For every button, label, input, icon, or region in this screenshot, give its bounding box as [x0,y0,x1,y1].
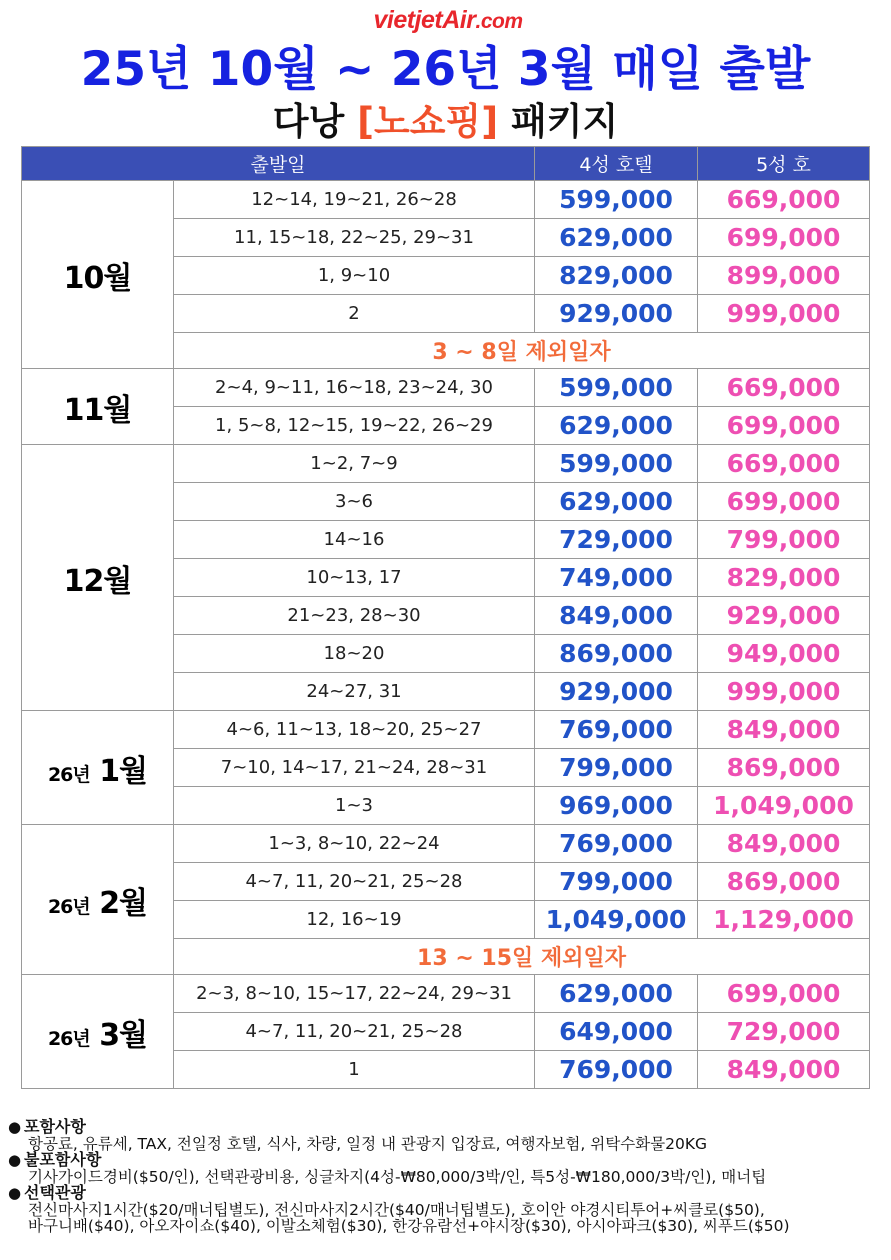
price-4star: 969,000 [535,787,698,825]
month-label: 2월 [99,885,148,921]
month-cell [22,825,174,975]
departure-dates: 21~23, 28~30 [174,597,535,635]
subheadline-prefix: 다낭 [272,100,358,143]
header-departure: 출발일 [22,147,535,181]
price-5star: 669,000 [698,369,870,407]
price-5star: 849,000 [698,1051,870,1089]
month-year: 26년 [47,763,90,786]
departure-dates: 1~3, 8~10, 22~24 [174,825,535,863]
departure-dates: 1, 9~10 [174,257,535,295]
table-row [22,711,870,749]
departure-dates: 11, 15~18, 22~25, 29~31 [174,219,535,257]
note-title: 선택관광 [24,1183,86,1202]
price-5star: 829,000 [698,559,870,597]
price-4star: 829,000 [535,257,698,295]
price-5star: 999,000 [698,673,870,711]
price-4star: 769,000 [535,1051,698,1089]
departure-dates: 2~3, 8~10, 15~17, 22~24, 29~31 [174,975,535,1013]
subheadline-highlight: [노쇼핑] [357,100,499,143]
bullet-icon: ● [8,1118,22,1136]
month-year: 26년 [47,1027,90,1050]
price-4star: 649,000 [535,1013,698,1051]
price-5star: 699,000 [698,483,870,521]
departure-dates: 1, 5~8, 12~15, 19~22, 26~29 [174,407,535,445]
table-row [22,825,870,863]
price-4star: 799,000 [535,863,698,901]
header-4star: 4성 호텔 [535,147,698,181]
price-4star: 869,000 [535,635,698,673]
month-label: 1월 [99,753,148,789]
price-4star: 769,000 [535,825,698,863]
note-text: 항공료, 유류세, TAX, 전일정 호텔, 식사, 차량, 일정 내 관광지 입장료, 여행자보험, 위탁수화물20KG [28,1134,708,1153]
excluded-dates-note: 13 ~ 15일 제외일자 [174,939,870,975]
month-label: 12월 [63,563,132,599]
note-title: 불포함사항 [24,1150,102,1169]
price-5star: 669,000 [698,181,870,219]
bullet-icon: ● [8,1184,22,1202]
bullet-icon: ● [8,1151,22,1169]
price-5star: 729,000 [698,1013,870,1051]
departure-dates: 14~16 [174,521,535,559]
notes-section [8,1119,888,1235]
price-4star: 769,000 [535,711,698,749]
departure-dates: 1~2, 7~9 [174,445,535,483]
month-cell [22,445,174,711]
departure-dates: 7~10, 14~17, 21~24, 28~31 [174,749,535,787]
price-4star: 849,000 [535,597,698,635]
month-label: 3월 [99,1017,148,1053]
departure-dates: 24~27, 31 [174,673,535,711]
note-heading [8,1119,888,1136]
table-header-row [22,147,870,181]
month-cell [22,711,174,825]
price-4star: 599,000 [535,369,698,407]
price-5star: 999,000 [698,295,870,333]
departure-dates: 12, 16~19 [174,901,535,939]
header-5star: 5성 호 [698,147,870,181]
logo-suffix: .com [475,10,523,33]
price-5star: 699,000 [698,975,870,1013]
month-label: 11월 [63,392,132,428]
price-5star: 849,000 [698,711,870,749]
price-4star: 629,000 [535,219,698,257]
price-5star: 869,000 [698,863,870,901]
price-5star: 799,000 [698,521,870,559]
price-4star: 729,000 [535,521,698,559]
logo-text: vietjetAir [373,6,476,34]
price-5star: 1,129,000 [698,901,870,939]
table-row [22,181,870,219]
departure-dates: 4~7, 11, 20~21, 25~28 [174,1013,535,1051]
departure-dates: 1 [174,1051,535,1089]
departure-dates: 1~3 [174,787,535,825]
vietjet-logo [348,6,548,38]
departure-dates: 12~14, 19~21, 26~28 [174,181,535,219]
departure-dates: 10~13, 17 [174,559,535,597]
note-title: 포함사항 [24,1117,86,1136]
price-4star: 749,000 [535,559,698,597]
month-cell [22,181,174,369]
table-row [22,445,870,483]
price-4star: 629,000 [535,975,698,1013]
departure-dates: 4~6, 11~13, 18~20, 25~27 [174,711,535,749]
price-5star: 1,049,000 [698,787,870,825]
price-4star: 929,000 [535,295,698,333]
price-5star: 849,000 [698,825,870,863]
price-table [21,146,870,1089]
excluded-dates-note: 3 ~ 8일 제외일자 [174,333,870,369]
note-text: 기사가이드경비($50/인), 선택관광비용, 싱글차지(4성-₩80,000/3박/인, 특5성-₩180,000/3박/인), 매너팁 [28,1167,767,1186]
subheadline [0,100,891,146]
departure-dates: 18~20 [174,635,535,673]
note-heading [8,1152,888,1169]
departure-dates: 4~7, 11, 20~21, 25~28 [174,863,535,901]
departure-dates: 2 [174,295,535,333]
note-text: 전신마사지1시간($20/매너팁별도), 전신마사지2시간($40/매너팁별도), 호이안 야경시티투어+씨클로($50), [28,1200,765,1219]
price-5star: 949,000 [698,635,870,673]
price-5star: 669,000 [698,445,870,483]
price-4star: 1,049,000 [535,901,698,939]
price-4star: 629,000 [535,407,698,445]
month-label: 10월 [63,260,132,296]
price-4star: 629,000 [535,483,698,521]
price-4star: 799,000 [535,749,698,787]
departure-dates: 3~6 [174,483,535,521]
price-5star: 869,000 [698,749,870,787]
month-cell [22,975,174,1089]
month-cell [22,369,174,445]
subheadline-suffix: 패키지 [498,100,619,143]
price-5star: 929,000 [698,597,870,635]
price-5star: 699,000 [698,407,870,445]
price-table-body [22,181,870,1089]
price-4star: 929,000 [535,673,698,711]
note-heading [8,1185,888,1202]
price-4star: 599,000 [535,445,698,483]
headline: 25년 10월 ~ 26년 3월 매일 출발 [80,42,811,97]
note-text: 바구니배($40), 아오자이쇼($40), 이발소체험($30), 한강유람선+야시장($30), 아시아파크($30), 씨푸드($50) [28,1217,790,1235]
table-row [22,975,870,1013]
departure-dates: 2~4, 9~11, 16~18, 23~24, 30 [174,369,535,407]
price-5star: 699,000 [698,219,870,257]
price-5star: 899,000 [698,257,870,295]
table-row [22,369,870,407]
price-4star: 599,000 [535,181,698,219]
month-year: 26년 [47,895,90,918]
